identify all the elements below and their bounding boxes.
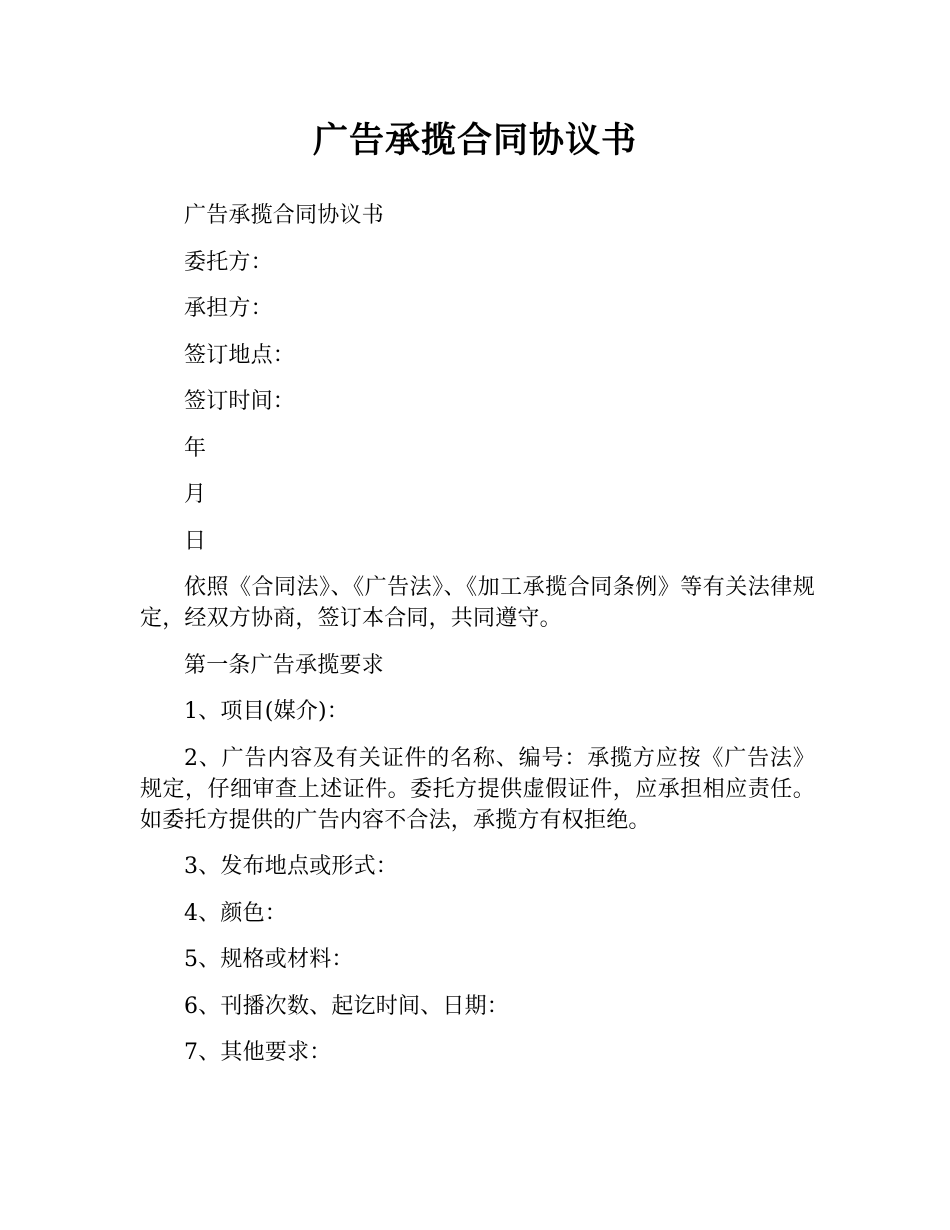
paragraph-month: 月 <box>184 482 207 507</box>
document-title: 广告承揽合同协议书 <box>312 121 637 161</box>
paragraph-item-3: 3、发布地点或形式： <box>184 854 398 879</box>
paragraph-item-4: 4、颜色： <box>184 900 287 926</box>
paragraph-legal-basis: 依照《合同法》、《广告法》、《加工承揽合同条例》等有关法律规定，经双方协商，签订本合同，共同遵守。 <box>140 575 815 631</box>
paragraph-signing-time: 签订时间： <box>184 389 296 414</box>
paragraph-item-7: 7、其他要求： <box>184 1040 332 1065</box>
document-body <box>140 200 815 1084</box>
paragraph-contractor: 承担方： <box>184 296 273 321</box>
paragraph-client: 委托方： <box>184 249 273 275</box>
paragraph-item-1: 1、项目(媒介)： <box>184 699 349 724</box>
paragraph-item-5: 5、规格或材料： <box>184 947 354 972</box>
paragraph-item-2: 2、广告内容及有关证件的名称、编号：承揽方应按《广告法》规定，仔细审查上述证件。委托方提供虚假证件，应承担相应责任。如委托方提供的广告内容不合法，承揽方有权拒绝。 <box>140 745 815 833</box>
paragraph-subtitle: 广告承揽合同协议书 <box>184 203 384 228</box>
paragraph-article-1-heading: 第一条广告承揽要求 <box>184 652 384 678</box>
paragraph-signing-place: 签订地点： <box>184 342 296 368</box>
paragraph-day: 日 <box>184 528 207 554</box>
paragraph-year: 年 <box>184 435 207 461</box>
paragraph-item-6: 6、刊播次数、起讫时间、日期： <box>184 993 509 1019</box>
